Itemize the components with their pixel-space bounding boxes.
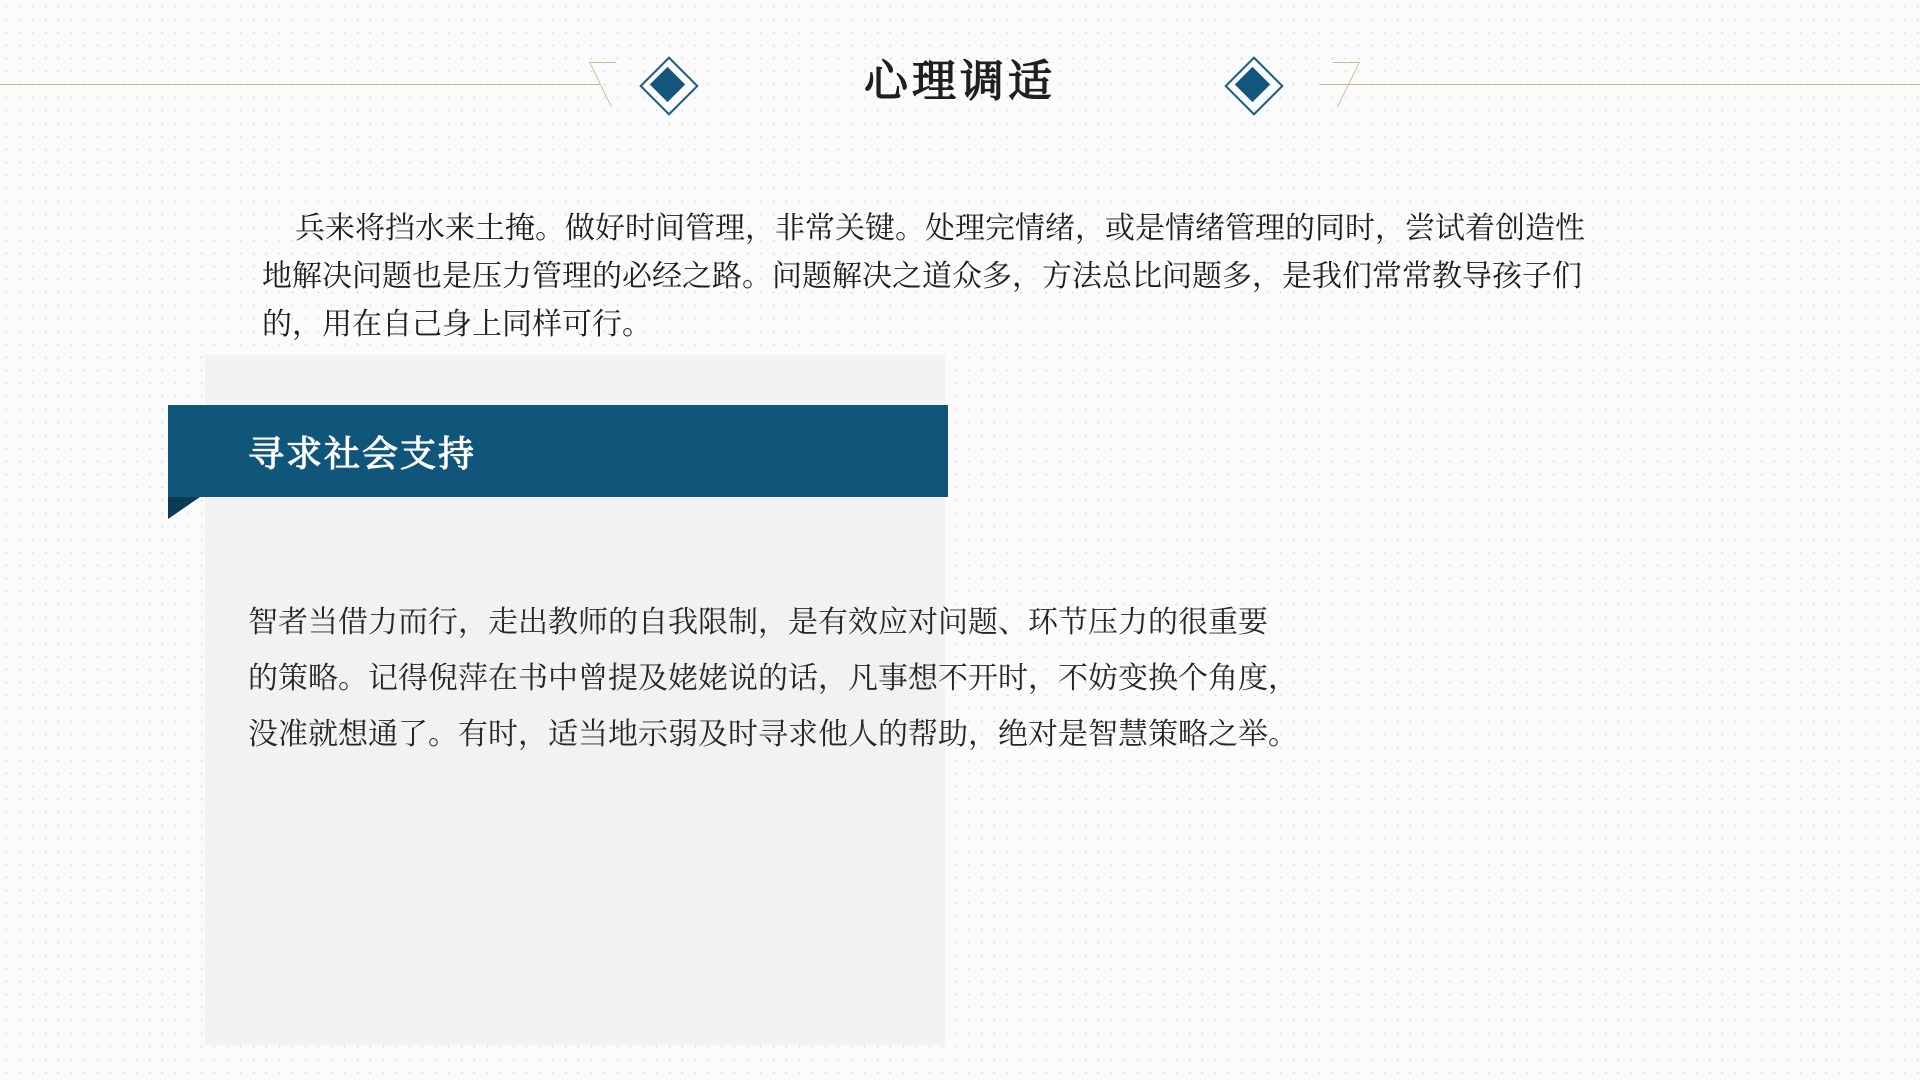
header-rule-left (0, 84, 600, 85)
slide-header (0, 0, 1920, 150)
section-banner-label: 寻求社会支持 (248, 432, 477, 474)
intro-paragraph: 兵来将挡水来土掩。做好时间管理，非常关键。处理完情绪，或是情绪管理的同时，尝试着创造性地解决问题也是压力管理的必经之路。问题解决之道众多，方法总比问题多，是我们常常教导孩子们的，用在自己身上同样可行。 (262, 212, 1585, 341)
body-line: 没准就想通了。有时，适当地示弱及时寻求他人的帮助，绝对是智慧策略之举。 (248, 718, 1298, 751)
page-title: 心理调适 (864, 57, 1056, 106)
body-line: 智者当借力而行，走出教师的自我限制，是有效应对问题、环节压力的很重要 (248, 606, 1268, 639)
diamond-icon-left (645, 62, 691, 108)
diamond-icon-right (1230, 62, 1276, 108)
section-banner (168, 405, 948, 497)
body-line: 的策略。记得倪萍在书中曾提及姥姥说的话，凡事想不开时，不妨变换个角度， (248, 662, 1298, 695)
section-banner-fold (168, 497, 200, 519)
body-paragraph (248, 595, 1518, 763)
header-rule-right (1320, 84, 1920, 85)
